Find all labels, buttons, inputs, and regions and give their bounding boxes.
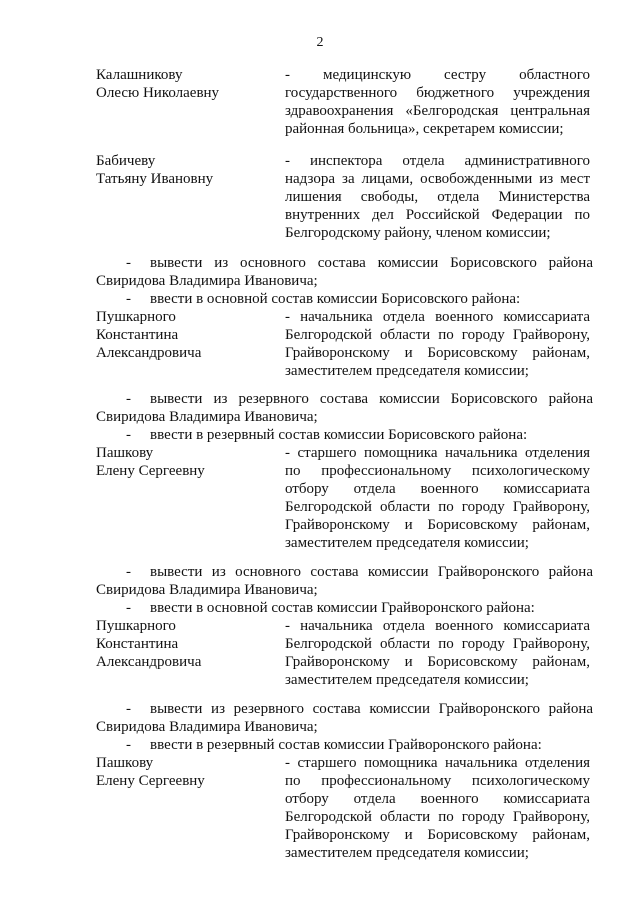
addition-text: ввести в основной состав комиссии Грайворонского района: — [150, 600, 535, 616]
addition-text: ввести в резервный состав комиссии Борисовского района: — [150, 427, 528, 443]
member-name: Пушкарного Константина Александровича — [96, 309, 202, 361]
member-name: Пушкарного Константина Александровича — [96, 618, 202, 670]
dash-bullet: - — [126, 427, 131, 443]
addition-item — [96, 426, 593, 444]
page-number: 2 — [316, 35, 324, 50]
member-name: Пашкову Елену Сергеевну — [96, 755, 205, 789]
removal-item — [96, 563, 593, 599]
dash-bullet: - — [126, 391, 131, 407]
member-role: - начальника отдела военного комиссариата Белгородской области по городу Грайворону, Грайворонскому и Борисовскому районам, заместителем председателя комиссии; — [285, 618, 590, 688]
member-role: - старшего помощника начальника отделения по профессиональному психологическому отбору отдела военного комиссариата Белгородской области по городу Грайворону, Грайворонскому и Борисовскому районам, заместителем председателя комиссии; — [285, 445, 590, 551]
dash-bullet: - — [126, 737, 131, 753]
dash-bullet: - — [126, 701, 131, 717]
dash-bullet: - — [126, 564, 131, 580]
removal-text: вывести из резервного состава комиссии Борисовского района Свиридова Владимира Ивановича; — [96, 391, 593, 425]
addition-item — [96, 290, 593, 308]
dash-bullet: - — [126, 600, 131, 616]
member-role: - начальника отдела военного комиссариата Белгородской области по городу Грайворону, Грайворонскому и Борисовскому районам, заместителем председателя комиссии; — [285, 309, 590, 379]
member-name: Пашкову Елену Сергеевну — [96, 445, 205, 479]
removal-item — [96, 390, 593, 426]
member-role: - медицинскую сестру областного государственного бюджетного учреждения здравоохранения «Белгородская центральная районная больница», секретарем комиссии; — [285, 67, 590, 137]
addition-text: ввести в резервный состав комиссии Грайворонского района: — [150, 737, 542, 753]
removal-item — [96, 700, 593, 736]
member-name: Бабичеву Татьяну Ивановну — [96, 153, 214, 187]
dash-bullet: - — [126, 255, 131, 271]
removal-text: вывести из основного состава комиссии Борисовского района Свиридова Владимира Ивановича; — [96, 255, 593, 289]
removal-text: вывести из основного состава комиссии Грайворонского района Свиридова Владимира Ивановича; — [96, 564, 593, 598]
removal-text: вывести из резервного состава комиссии Грайворонского района Свиридова Владимира Ивановича; — [96, 701, 593, 735]
dash-bullet: - — [126, 291, 131, 307]
member-role: - старшего помощника начальника отделения по профессиональному психологическому отбору отдела военного комиссариата Белгородской области по городу Грайворону, Грайворонскому и Борисовскому районам, заместителем председателя комиссии; — [285, 755, 590, 861]
removal-item — [96, 254, 593, 290]
member-role: - инспектора отдела административного надзора за лицами, освобожденными из мест лишения свободы, отдела Министерства внутренних дел Российской Федерации по Белгородскому району, членом комиссии; — [285, 153, 590, 241]
addition-item — [96, 736, 593, 754]
addition-text: ввести в основной состав комиссии Борисовского района: — [150, 291, 521, 307]
addition-item — [96, 599, 593, 617]
member-name: Калашникову Олесю Николаевну — [96, 67, 220, 101]
